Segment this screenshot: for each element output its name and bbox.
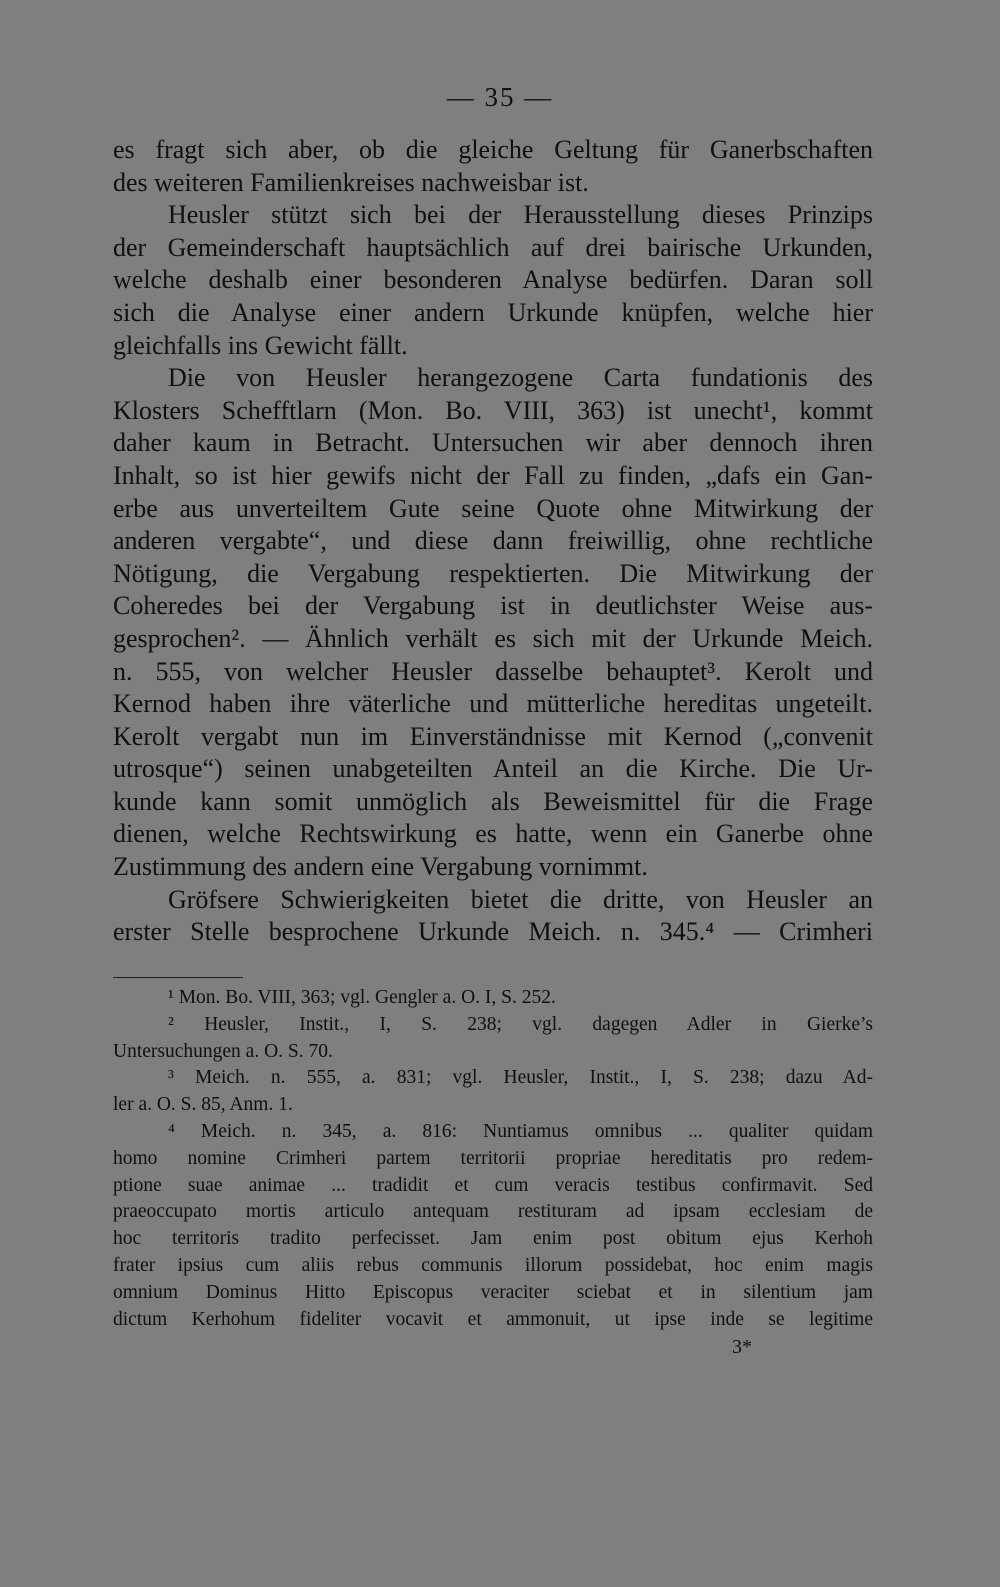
body-line: es fragt sich aber, ob die gleiche Geltung für Ganerbschaften [113, 135, 873, 164]
body-line: Klosters Schefftlarn (Mon. Bo. VIII, 363) ist unecht¹, kommt [113, 395, 873, 425]
body-line: sich die Analyse einer andern Urkunde knüpfen, welche hier [113, 297, 873, 327]
body-line: der Gemeinderschaft hauptsächlich auf drei bairische Urkunden, [113, 232, 873, 262]
footnote-line: dictum Kerhohum fideliter vocavit et ammonuit, ut ipse inde se legitime [113, 1308, 873, 1330]
body-line: kunde kann somit unmöglich als Beweismittel für die Frage [113, 786, 873, 816]
page-number-header: — 35 — [446, 82, 554, 112]
signature-mark: 3* [732, 1336, 752, 1358]
footnote-line: ² Heusler, Instit., I, S. 238; vgl. dagegen Adler in Gierke’s [168, 1013, 873, 1035]
body-line: n. 555, von welcher Heusler dasselbe behauptet³. Kerolt und [113, 656, 873, 686]
body-line: daher kaum in Betracht. Untersuchen wir aber dennoch ihren [113, 428, 873, 458]
body-line: utrosque“) seinen unabgeteilten Anteil an die Kirche. Die Ur- [113, 754, 873, 784]
body-line: anderen vergabte“, und diese dann freiwillig, ohne rechtliche [113, 526, 873, 556]
body-line: Zustimmung des andern eine Vergabung vornimmt. [113, 852, 648, 882]
body-line: Die von Heusler herangezogene Carta fundationis des [168, 363, 873, 393]
body-line: Nötigung, die Vergabung respektierten. Die Mitwirkung der [113, 558, 873, 588]
footnote-line: omnium Dominus Hitto Episcopus veraciter sciebat et in silentium jam [113, 1281, 873, 1303]
footnote-line: ptione suae animae ... tradidit et cum veracis testibus confirmavit. Sed [113, 1174, 873, 1196]
body-line: erster Stelle besprochene Urkunde Meich. n. 345.⁴ — Crimheri [113, 917, 873, 947]
body-text [113, 134, 873, 949]
footnote-line: hoc territoris tradito perfecisset. Jam enim post obitum ejus Kerhoh [113, 1228, 873, 1250]
footnote-line: frater ipsius cum aliis rebus communis illorum possidebat, hoc enim magis [113, 1254, 873, 1276]
body-line: Heusler stützt sich bei der Herausstellung dieses Prinzips [168, 200, 873, 230]
footnote-separator [113, 977, 243, 978]
body-line: dienen, welche Rechtswirkung es hatte, wenn ein Ganerbe ohne [113, 819, 873, 849]
footnote-line: Untersuchungen a. O. S. 70. [113, 1040, 333, 1062]
body-line: Kernod haben ihre väterliche und mütterliche hereditas ungeteilt. [113, 689, 873, 719]
footnote-line: ¹ Mon. Bo. VIII, 363; vgl. Gengler a. O. I, S. 252. [168, 987, 556, 1008]
body-line: gleichfalls ins Gewicht fällt. [113, 330, 408, 360]
body-line: des weiteren Familienkreises nachweisbar ist. [113, 167, 589, 197]
body-line: welche deshalb einer besonderen Analyse bedürfen. Daran soll [113, 265, 873, 295]
body-line: Inhalt, so ist hier gewifs nicht der Fall zu finden, „dafs ein Gan- [113, 460, 873, 490]
body-line: Gröfsere Schwierigkeiten bietet die dritte, von Heusler an [168, 884, 873, 914]
footnote-line: homo nomine Crimheri partem territorii propriae hereditatis pro redem- [113, 1147, 873, 1169]
body-line: erbe aus unverteiltem Gute seine Quote ohne Mitwirkung der [113, 493, 873, 523]
footnote-line: ler a. O. S. 85, Anm. 1. [113, 1094, 293, 1116]
body-line: gesprochen². — Ähnlich verhält es sich mit der Urkunde Meich. [113, 623, 873, 653]
footnotes [113, 985, 873, 1333]
body-line: Kerolt vergabt nun im Einverständnisse mit Kernod („convenit [113, 721, 873, 751]
body-line: Coheredes bei der Vergabung ist in deutlichster Weise aus- [113, 591, 873, 621]
footnote-line: praeoccupato mortis articulo antequam restituram ad ipsam ecclesiam de [113, 1201, 873, 1223]
footnote-line: ³ Meich. n. 555, a. 831; vgl. Heusler, Instit., I, S. 238; dazu Ad- [168, 1067, 873, 1089]
footnote-line: ⁴ Meich. n. 345, a. 816: Nuntiamus omnibus ... qualiter quidam [168, 1120, 873, 1142]
